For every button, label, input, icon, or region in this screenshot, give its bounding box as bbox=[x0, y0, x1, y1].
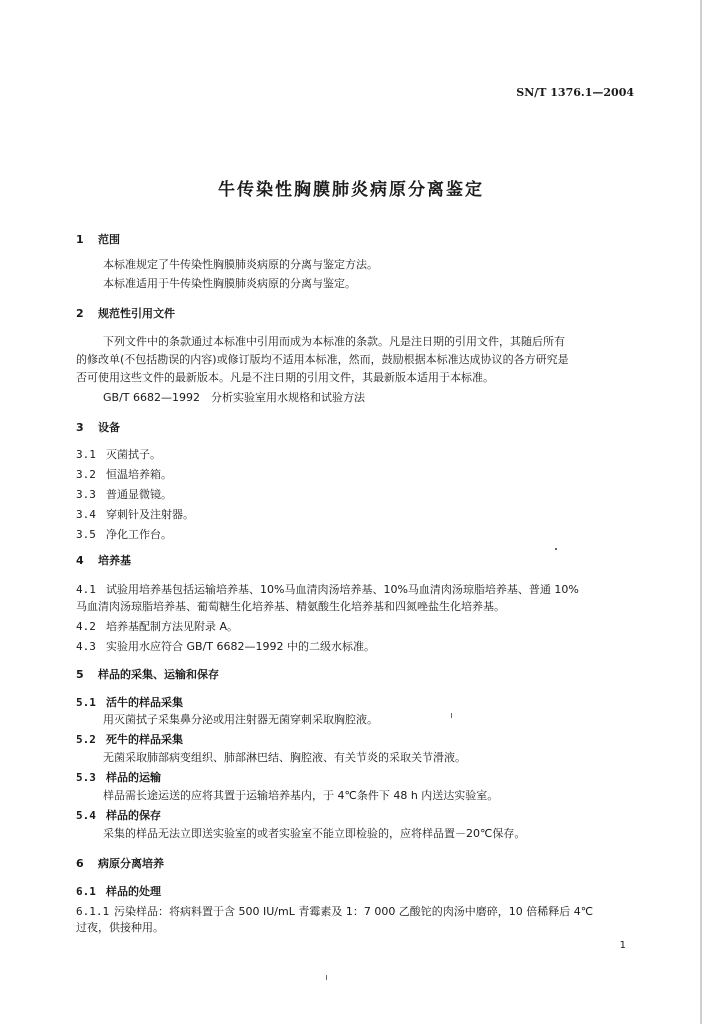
subsection-number: 6.1 bbox=[76, 885, 96, 898]
section-number: 1 bbox=[76, 233, 84, 246]
item-number: 3.4 bbox=[76, 508, 96, 521]
item-text: 恒温培养箱。 bbox=[106, 468, 172, 481]
item-text-continued: 马血清肉汤琼脂培养基、葡萄糖生化培养基、精氨酸生化培养基和四氮唑盐生化培养基。 bbox=[76, 600, 505, 613]
section-title: 病原分离培养 bbox=[98, 857, 164, 870]
section-number: 6 bbox=[76, 857, 84, 870]
item-text: 净化工作台。 bbox=[106, 528, 172, 541]
section-title: 规范性引用文件 bbox=[98, 307, 175, 320]
section-4-heading bbox=[76, 552, 131, 568]
paragraph-line: 否可使用这些文件的最新版本。凡是不注日期的引用文件，其最新版本适用于本标准。 bbox=[76, 371, 494, 384]
list-item bbox=[76, 581, 579, 597]
section-6-heading bbox=[76, 855, 164, 871]
item-number: 3.3 bbox=[76, 488, 96, 501]
subsection-heading bbox=[76, 807, 161, 823]
subsection-number: 5.1 bbox=[76, 696, 96, 709]
section-title: 样品的采集、运输和保存 bbox=[98, 668, 219, 681]
section-number: 4 bbox=[76, 554, 84, 567]
reference-entry: GB/T 6682—1992 分析实验室用水规格和试验方法 bbox=[103, 391, 365, 404]
list-item bbox=[76, 446, 161, 462]
paragraph: 本标准适用于牛传染性胸膜肺炎病原的分离与鉴定。 bbox=[103, 277, 356, 290]
paragraph: 样品需长途运送的应将其置于运输培养基内，于 4℃条件下 48 h 内送达实验室。 bbox=[103, 789, 499, 802]
item-text: 污染样品：将病料置于含 500 IU/mL 青霉素及 1：7 000 乙酸铊的肉汤中磨碎，10 倍稀释后 4℃ bbox=[114, 905, 594, 918]
subsection-title: 样品的运输 bbox=[106, 771, 161, 784]
document-title: 牛传染性胸膜肺炎病原分离鉴定 bbox=[218, 180, 484, 200]
section-title: 培养基 bbox=[98, 554, 131, 567]
scan-speck bbox=[555, 548, 557, 550]
paragraph-line: 下列文件中的条款通过本标准中引用而成为本标准的条款。凡是注日期的引用文件，其随后所有 bbox=[103, 335, 565, 348]
subsection-title: 活牛的样品采集 bbox=[106, 696, 183, 709]
paragraph: 用灭菌拭子采集鼻分泌或用注射器无菌穿刺采取胸腔液。 bbox=[103, 713, 378, 726]
section-title: 范围 bbox=[98, 233, 120, 246]
section-number: 2 bbox=[76, 307, 84, 320]
list-item bbox=[76, 486, 172, 502]
item-number: 3.5 bbox=[76, 528, 96, 541]
item-number: 4.1 bbox=[76, 583, 96, 596]
section-1-heading bbox=[76, 231, 120, 247]
subsection-title: 样品的保存 bbox=[106, 809, 161, 822]
subsection-heading bbox=[76, 694, 183, 710]
item-number: 3.1 bbox=[76, 448, 96, 461]
item-number: 4.3 bbox=[76, 640, 96, 653]
subsection-number: 5.4 bbox=[76, 809, 96, 822]
list-item bbox=[76, 638, 375, 654]
section-title: 设备 bbox=[98, 421, 120, 434]
paragraph-line: 的修改单(不包括勘误的内容)或修订版均不适用本标准，然而，鼓励根据本标准达成协议的各方研究是 bbox=[76, 353, 569, 366]
standard-code: SN/T 1376.1—2004 bbox=[516, 86, 634, 99]
item-text-continued: 过夜，供接种用。 bbox=[76, 921, 164, 934]
paragraph: 本标准规定了牛传染性胸膜肺炎病原的分离与鉴定方法。 bbox=[103, 258, 378, 271]
scan-speck bbox=[326, 975, 327, 980]
item-text: 灭菌拭子。 bbox=[106, 448, 161, 461]
item-number: 6.1.1 bbox=[76, 905, 110, 918]
list-item bbox=[76, 903, 593, 919]
paragraph: 无菌采取肺部病变组织、肺部淋巴结、胸腔液、有关节炎的采取关节滑液。 bbox=[103, 751, 466, 764]
item-text: 实验用水应符合 GB/T 6682—1992 中的二级水标准。 bbox=[106, 640, 375, 653]
item-text: 穿刺针及注射器。 bbox=[106, 508, 194, 521]
subsection-title: 样品的处理 bbox=[106, 885, 161, 898]
item-text: 培养基配制方法见附录 A。 bbox=[106, 620, 239, 633]
list-item bbox=[76, 526, 172, 542]
section-number: 3 bbox=[76, 421, 84, 434]
subsection-heading bbox=[76, 883, 161, 899]
page-number: 1 bbox=[619, 940, 626, 951]
section-2-heading bbox=[76, 305, 175, 321]
list-item bbox=[76, 618, 238, 634]
subsection-heading bbox=[76, 731, 183, 747]
subsection-title: 死牛的样品采集 bbox=[106, 733, 183, 746]
section-number: 5 bbox=[76, 668, 84, 681]
subsection-heading bbox=[76, 769, 161, 785]
section-3-heading bbox=[76, 419, 120, 435]
subsection-number: 5.3 bbox=[76, 771, 96, 784]
item-number: 3.2 bbox=[76, 468, 96, 481]
paragraph: 采集的样品无法立即送实验室的或者实验室不能立即检验的，应将样品置－20℃保存。 bbox=[103, 827, 526, 840]
scan-speck bbox=[451, 713, 452, 718]
list-item bbox=[76, 506, 194, 522]
section-5-heading bbox=[76, 666, 219, 682]
item-text: 试验用培养基包括运输培养基、10%马血清肉汤培养基、10%马血清肉汤琼脂培养基、普通 10% bbox=[106, 583, 579, 596]
item-number: 4.2 bbox=[76, 620, 96, 633]
item-text: 普通显微镜。 bbox=[106, 488, 172, 501]
list-item bbox=[76, 466, 172, 482]
subsection-number: 5.2 bbox=[76, 733, 96, 746]
